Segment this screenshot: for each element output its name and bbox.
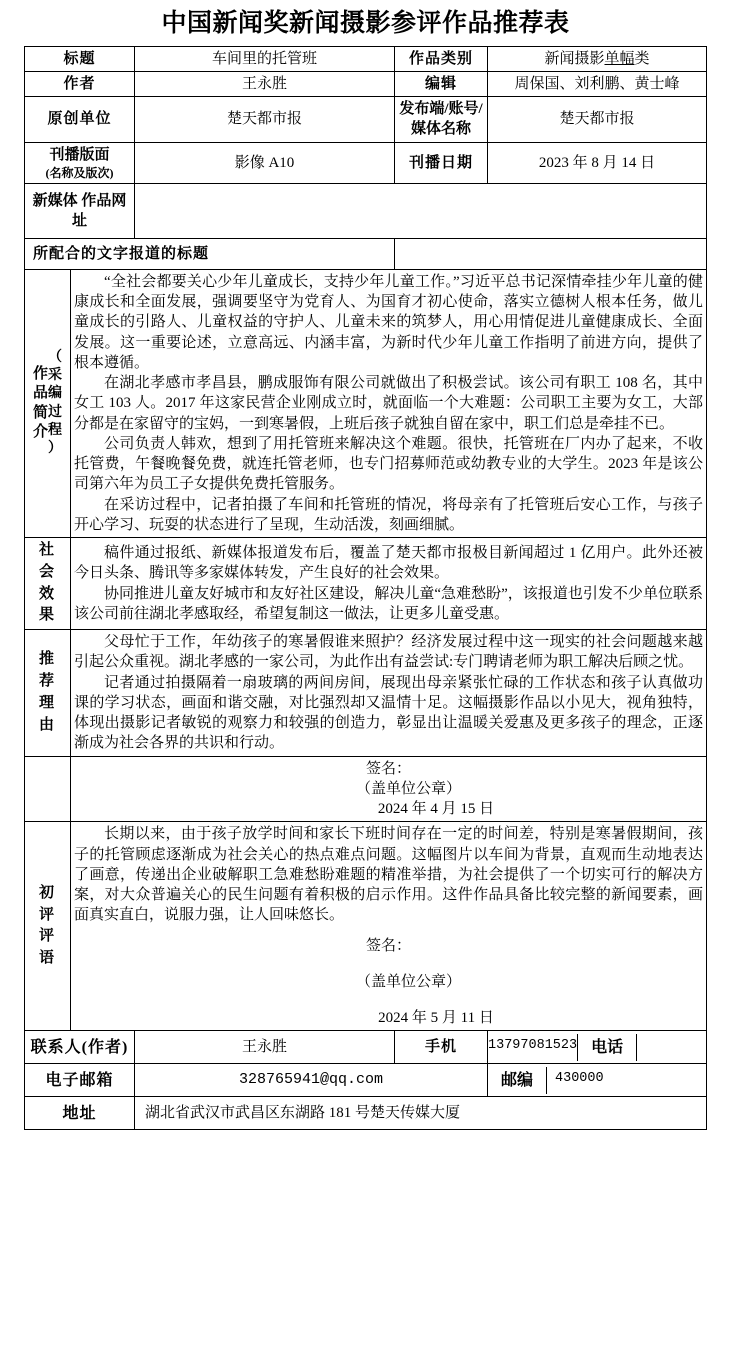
mobile-value — [488, 1031, 707, 1064]
postcode-value-text: 430000 — [555, 1070, 604, 1086]
table-row-intro — [24, 269, 706, 537]
preliminary-review-label — [24, 822, 70, 1031]
postcode-label: 邮编 — [488, 1067, 547, 1095]
intro-section-label — [24, 269, 70, 537]
recommend-label-1: 荐 — [38, 673, 56, 690]
intro-label-left-3: 过 — [47, 404, 62, 420]
table-row-newmedia-url — [24, 183, 706, 238]
intro-label-left-2: 编 — [47, 386, 62, 402]
newmedia-label-line2: 作品网址 — [71, 192, 127, 229]
newmedia-label-line1: 新媒体 — [32, 192, 78, 209]
preliminary-review-body — [70, 822, 706, 1031]
preliminary-review-paragraph: 长期以来，由于孩子放学时间和家长下班时间存在一定的时间差，特别是寒暑假期间，孩子的托管顾虑逐渐成为社会关心的热点难点问题。这幅图片以车间为背景，直观而生动地表达了画意，传递出企业破解职工急难愁盼难题的精准举措，为社会提供了一个切实可行的解决方案，对大众普遍关心的民生问题有着积极的启示作用。这件作品具备比较完整的新闻要素，画面真实直白，说服力强，让人回味悠长。 — [73, 826, 703, 924]
recommendation-form-table — [24, 46, 707, 1131]
social-effect-label-0: 社 — [38, 542, 56, 559]
title-value: 车间里的托管班 — [135, 46, 395, 71]
social-effect-label-1: 会 — [38, 563, 56, 580]
preliminary-review-label-3: 语 — [38, 950, 56, 967]
intro-label-left-0: （ — [47, 350, 62, 365]
recommend-label-0: 推 — [38, 651, 56, 668]
edition-label-main: 刊播版面 — [49, 146, 110, 163]
signature-one-sign-label[interactable]: 签名： — [365, 760, 411, 777]
table-row-preliminary-review — [24, 822, 706, 1031]
preliminary-review-label-1: 评 — [38, 906, 56, 923]
editor-label: 编辑 — [395, 71, 488, 96]
email-value: 328765941@qq.com — [135, 1064, 488, 1097]
category-value — [488, 46, 707, 71]
table-row-address — [24, 1097, 706, 1130]
preliminary-review-label-2: 评 — [38, 928, 56, 945]
signature-one-block — [70, 756, 706, 822]
email-label: 电子邮箱 — [24, 1064, 134, 1097]
table-row-recommend — [24, 630, 706, 757]
author-label: 作者 — [24, 71, 134, 96]
social-effect-paragraph: 协同推进儿童友好城市和友好社区建设，解决儿童“急难愁盼”，该报道也引发不少单位联系该公司前往湖北孝感取经，希望复制这一做法，让更多儿童受惠。 — [73, 585, 703, 622]
author-value: 王永胜 — [135, 71, 395, 96]
contact-value: 王永胜 — [135, 1031, 395, 1064]
phone-label: 电话 — [577, 1034, 637, 1062]
companion-title-value[interactable] — [395, 238, 707, 269]
newmedia-value[interactable] — [135, 183, 707, 238]
recommend-label — [24, 630, 70, 757]
table-row-author — [24, 71, 706, 96]
companion-title-label: 所配合的文字报道的标题 — [24, 238, 394, 269]
table-row-origin-unit — [24, 97, 706, 143]
social-effect-label-3: 果 — [38, 607, 56, 624]
intro-label-right-0: 作 — [32, 365, 48, 382]
edition-value: 影像 A10 — [135, 142, 395, 183]
intro-label-left-5: ） — [47, 440, 62, 456]
contact-label: 联系人(作者) — [24, 1031, 134, 1064]
platform-label: 发布端/账号/媒体名称 — [395, 97, 488, 143]
table-row-signature-one — [24, 756, 706, 822]
publish-date-value: 2023 年 8 月 14 日 — [488, 142, 707, 183]
recommend-body — [70, 630, 706, 757]
recommend-paragraph: 记者通过拍摄隔着一扇玻璃的两间房间，展现出母亲紧张忙碌的工作状态和孩子认真做功课的学习状态，画面和谐交融，对比强烈却又温情十足。这幅摄影作品以小见大，视角独特，体现出摄影记者敏锐的观察力和较强的创造力，彰显出让温暖关爱惠及更多孩子的理念，正逐渐成为社会各界的共识和行动。 — [73, 674, 703, 752]
table-row-social-effect — [24, 538, 706, 630]
platform-value: 楚天都市报 — [488, 97, 707, 143]
signature-one-seal-label: （盖单位公章） — [355, 780, 461, 797]
page-title: 中国新闻奖新闻摄影参评作品推荐表 — [161, 10, 570, 37]
signature-one-label-cell — [24, 756, 70, 822]
address-label: 地址 — [24, 1097, 134, 1130]
intro-paragraph: “全社会都要关心少年儿童成长，支持少年儿童工作。”习近平总书记深情牵挂少年儿童的健康成长和全面发展，强调要坚守为党育人、为国育才初心使命，落实立德树人根本任务，做儿童成长的引路人、儿童权益的守护人、儿童未来的筑梦人，用心用情促进儿童健康成长、全面发展。这一重要论述，立意高远、内涵丰富，为新时代少年儿童工作指明了前进方向，提供了根本遵循。 — [73, 273, 703, 371]
signature-two-seal-label: （盖单位公章） — [355, 973, 461, 990]
address-value: 湖北省武汉市武昌区东湖路 181 号楚天传媒大厦 — [135, 1097, 707, 1130]
newmedia-label — [24, 183, 134, 238]
intro-paragraph: 在湖北孝感市孝昌县，鹏成服饰有限公司就做出了积极尝试。该公司有职工 108 名，其中女工 103 人。2017 年这家民营企业刚成立时，就面临一个大难题：公司职工主要为女工，大部分都是在家留守的宝妈，一到寒暑假，上班后孩子就独自留在家中，职工们总是牵挂不已。 — [73, 375, 703, 432]
recommend-paragraph: 父母忙于工作，年幼孩子的寒暑假谁来照护？经济发展过程中这一现实的社会问题越来越引起公众重视。湖北孝感的一家公司，为此作出有益尝试:专门聘请老师为职工解决后顾之忧。 — [73, 634, 703, 671]
table-row-edition — [24, 142, 706, 183]
social-effect-body — [70, 538, 706, 630]
table-row-contact — [24, 1031, 706, 1064]
intro-paragraph: 在采访过程中，记者拍摄了车间和托管班的情况，将母亲有了托管班后安心工作，与孩子开心学习、玩耍的状态进行了呈现，生动活泼，刻画细腻。 — [73, 496, 703, 533]
mobile-value-text: 13797081523 — [488, 1037, 578, 1053]
intro-label-left-1: 采 — [47, 368, 62, 384]
recommend-label-3: 由 — [38, 716, 56, 733]
recommend-label-2: 理 — [38, 694, 56, 711]
editor-value: 周保国、刘利鹏、黄士峰 — [488, 71, 707, 96]
signature-two-date: 2024 年 5 月 11 日 — [378, 1010, 494, 1027]
signature-two-block — [74, 936, 703, 1029]
preliminary-review-label-0: 初 — [38, 884, 56, 901]
phone-value[interactable] — [637, 1034, 731, 1062]
social-effect-label — [24, 538, 70, 630]
intro-body — [70, 269, 706, 537]
origin-unit-value: 楚天都市报 — [135, 97, 395, 143]
origin-unit-label: 原创单位 — [24, 97, 134, 143]
table-row-email — [24, 1064, 706, 1097]
intro-label-left-column — [48, 349, 62, 458]
category-blank: 单幅 — [604, 50, 635, 67]
category-prefix: 新闻摄影 — [544, 50, 605, 67]
social-effect-label-2: 效 — [38, 585, 56, 602]
intro-label-right-2: 简 — [32, 404, 48, 421]
table-row-companion-title — [24, 238, 706, 269]
postcode-value — [488, 1064, 707, 1097]
publish-date-label: 刊播日期 — [395, 142, 488, 183]
mobile-label: 手机 — [395, 1031, 488, 1064]
category-suffix: 类 — [634, 50, 650, 67]
edition-label — [24, 142, 134, 183]
intro-label-right-column — [33, 365, 48, 443]
category-label: 作品类别 — [395, 46, 488, 71]
intro-paragraph: 公司负责人韩欢，想到了用托管班来解决这个难题。很快，托管班在厂内办了起来，不收托管费，午餐晚餐免费，就连托管老师，也专门招募师范或幼教专业的大学生。2023 年是该公司第六年为员工子女提供免费托管服务。 — [73, 435, 703, 493]
signature-one-date: 2024 年 4 月 15 日 — [377, 801, 495, 818]
intro-label-right-1: 品 — [32, 385, 48, 402]
social-effect-paragraph: 稿件通过报纸、新媒体报道发布后，覆盖了楚天都市报极目新闻超过 1 亿用户。此外还被今日头条、腾讯等多家媒体转发，产生良好的社会效果。 — [73, 545, 703, 582]
title-label: 标题 — [24, 46, 134, 71]
intro-label-right-3: 介 — [32, 424, 48, 441]
edition-label-sub: (名称及版次) — [45, 165, 114, 180]
table-row-title — [24, 46, 706, 71]
signature-two-sign-label[interactable]: 签名： — [365, 937, 411, 954]
intro-label-left-4: 程 — [47, 422, 62, 438]
